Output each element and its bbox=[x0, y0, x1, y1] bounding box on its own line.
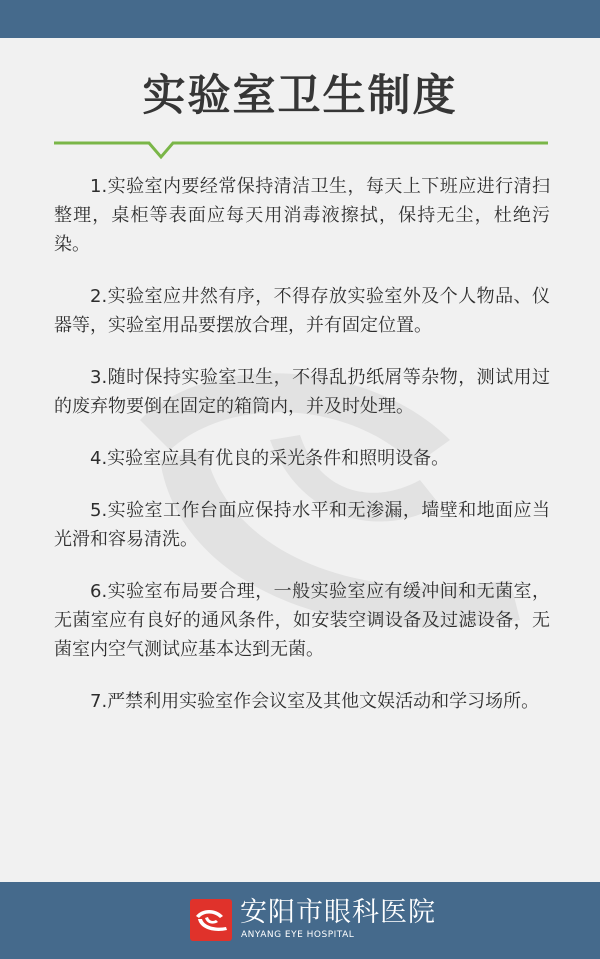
top-banner bbox=[0, 0, 600, 38]
rule-item: 2.实验室应井然有序，不得存放实验室外及个人物品、仪器等，实验室用品要摆放合理，并有固定位置。 bbox=[54, 286, 550, 336]
hospital-eye-icon bbox=[190, 899, 232, 941]
rule-item: 4.实验室应具有优良的采光条件和照明设备。 bbox=[90, 448, 450, 469]
rules-list bbox=[54, 172, 550, 739]
rule-item: 7.严禁利用实验室作会议室及其他文娱活动和学习场所。 bbox=[90, 691, 540, 712]
hospital-name-en: ANYANG EYE HOSPITAL bbox=[241, 930, 355, 940]
footer-bar bbox=[0, 882, 600, 959]
hospital-name: 安阳市眼科医院 bbox=[240, 897, 436, 928]
rule-item: 3.随时保持实验室卫生，不得乱扔纸屑等杂物，测试用过的废弃物要倒在固定的箱筒内，并及时处理。 bbox=[54, 367, 550, 417]
title-divider bbox=[54, 140, 548, 164]
rule-item: 1.实验室内要经常保持清洁卫生，每天上下班应进行清扫整理，桌柜等表面应每天用消毒液擦拭，保持无尘，杜绝污染。 bbox=[54, 176, 550, 255]
rule-item: 6.实验室布局要合理，一般实验室应有缓冲间和无菌室，无菌室应有良好的通风条件，如安装空调设备及过滤设备，无菌室内空气测试应基本达到无菌。 bbox=[54, 581, 550, 660]
page-title: 实验室卫生制度 bbox=[142, 71, 458, 121]
rule-item: 5.实验室工作台面应保持水平和无渗漏，墙壁和地面应当光滑和容易清洗。 bbox=[54, 500, 550, 550]
